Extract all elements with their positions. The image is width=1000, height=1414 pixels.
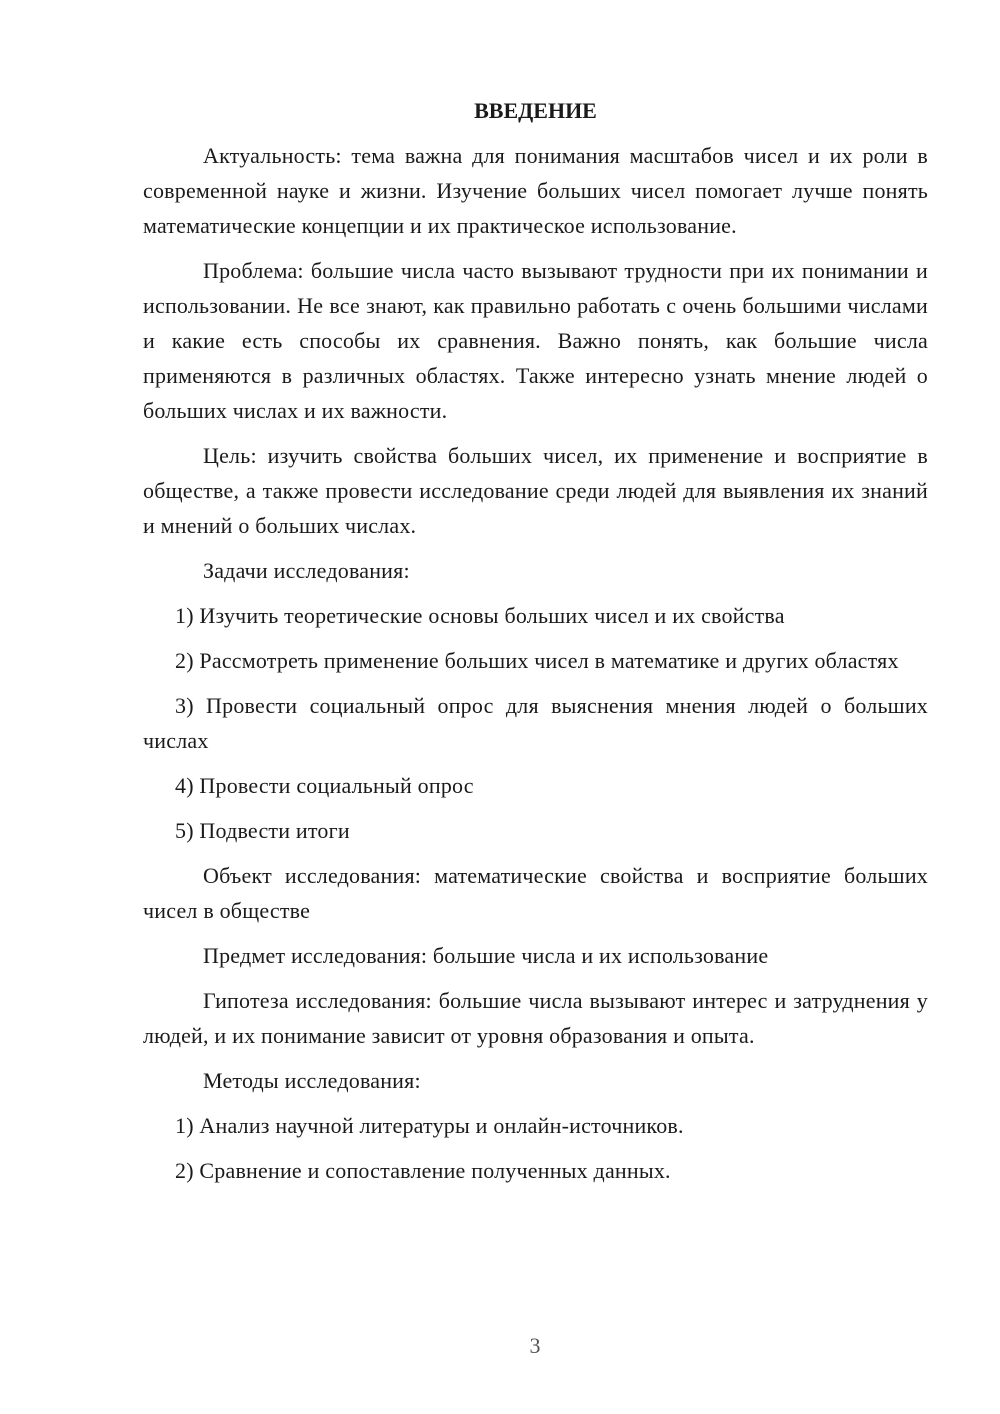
paragraph-relevance: Актуальность: тема важна для понимания масштабов чисел и их роли в современной науке и жизни. Изучение больших чисел помогает лучше понять математические концепции и их практическое использование. xyxy=(143,143,928,238)
paragraph-problem: Проблема: большие числа часто вызывают трудности при их понимании и использовании. Не все знают, как правильно работать с очень большими числами и какие есть способы их сравнения. Важно понять, как большие числа применяются в различных областях. Также интересно узнать мнение людей о больших числах и их важности. xyxy=(143,258,928,423)
paragraph-hypothesis: Гипотеза исследования: большие числа вызывают интерес и затруднения у людей, и их понимание зависит от уровня образования и опыта. xyxy=(143,988,928,1048)
task-item-4: 4) Провести социальный опрос xyxy=(175,773,474,798)
paragraph-goal: Цель: изучить свойства больших чисел, их применение и восприятие в обществе, а также провести исследование среди людей для выявления их знаний и мнений о больших числах. xyxy=(143,443,928,538)
method-item-1: 1) Анализ научной литературы и онлайн-источников. xyxy=(175,1113,684,1138)
paragraph-object: Объект исследования: математические свойства и восприятие больших чисел в обществе xyxy=(143,863,928,923)
page-number: 3 xyxy=(529,1333,541,1358)
task-item-1: 1) Изучить теоретические основы больших чисел и их свойства xyxy=(175,603,785,628)
task-item-2: 2) Рассмотреть применение больших чисел в математике и других областях xyxy=(175,648,899,673)
section-title: ВВЕДЕНИЕ xyxy=(474,98,597,123)
task-item-3: 3) Провести социальный опрос для выяснения мнения людей о больших числах xyxy=(143,693,928,753)
task-item-5: 5) Подвести итоги xyxy=(175,818,350,843)
method-item-2: 2) Сравнение и сопоставление полученных данных. xyxy=(175,1158,671,1183)
methods-heading: Методы исследования: xyxy=(203,1068,421,1093)
paragraph-subject: Предмет исследования: большие числа и их использование xyxy=(203,943,769,968)
document-page xyxy=(143,96,928,1198)
tasks-heading: Задачи исследования: xyxy=(203,558,410,583)
